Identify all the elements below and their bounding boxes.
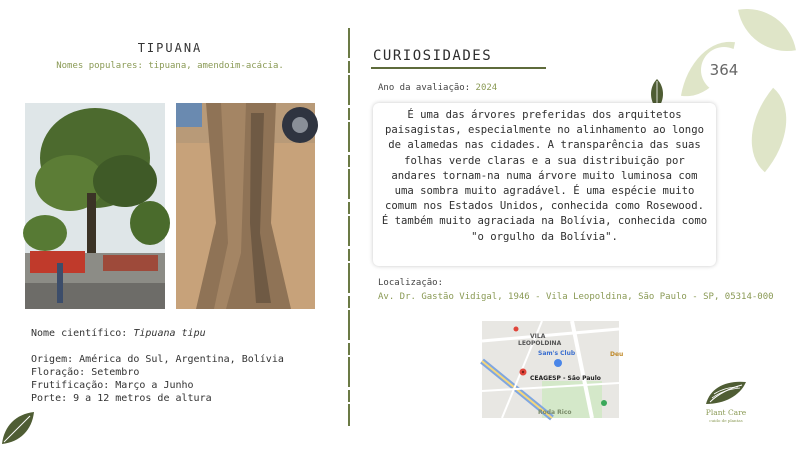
evaluation-year-label: Ano da avaliação: [378, 83, 476, 93]
location-address: Av. Dr. Gastão Vidigal, 1946 - Vila Leopoldina, São Paulo - SP, 05314-000 [378, 292, 774, 302]
decorative-leaf-top [738, 1, 796, 59]
evaluation-year-value: 2024 [475, 83, 498, 93]
flowering: Floração: Setembro [31, 367, 140, 378]
scientific-name-line [31, 328, 206, 339]
decorative-leaf-bottom [728, 88, 810, 172]
size: Porte: 9 a 12 metros de altura [31, 393, 212, 404]
tree-title: TIPUANA [137, 41, 203, 55]
location-label: Localização: [378, 278, 444, 288]
curiosity-card [373, 103, 716, 266]
logo-name: Plant Care [705, 408, 747, 417]
popular-names: Nomes populares: tipuana, amendoim-acácia. [56, 61, 284, 71]
map-label-deu: Deu [610, 351, 624, 358]
location-map[interactable] [482, 321, 624, 418]
scientific-name: Tipuana tipu [133, 328, 206, 339]
evaluation-year [378, 83, 497, 93]
tree-photo-trunk [176, 103, 315, 309]
map-label-sams-club: Sam's Club [538, 350, 576, 357]
curiosity-text: É uma das árvores preferidas dos arquitetos paisagistas, especialmente no alinhamento ao longo de alamedas nas cidades. A transparência das suas folhas verde claras e a sua distribuição por andares tornam-na numa árvore muito luminosa com uma sombra muito agradável. É uma espécie muito comum nos Estados Unidos, conhecida como Rosewood. É também muito agraciada na Bolívia, conhecida como "o orgulho da Bolívia". [381, 109, 708, 243]
section-title: CURIOSIDADES [373, 48, 493, 64]
origin: Origem: América do Sul, Argentina, Bolívia [31, 354, 284, 365]
tree-photo-street [25, 103, 165, 309]
fruiting: Frutificação: Março a Junho [31, 380, 194, 391]
section-underline [371, 66, 546, 70]
map-label-vila: VILA [530, 333, 546, 340]
scientific-name-label: Nome científico: [31, 328, 134, 339]
map-label-ceagesp: CEAGESP - São Paulo [530, 375, 601, 382]
map-label-leopoldina: LEOPOLDINA [518, 340, 562, 347]
plant-care-logo-icon [704, 378, 748, 406]
map-label-roda-rico: Roda Rico [538, 409, 572, 416]
leaf-icon-bottom-left [0, 410, 36, 446]
logo-tagline: cuido de plantas [709, 418, 743, 423]
number-badge-value: 364 [709, 61, 739, 79]
vertical-divider [347, 28, 351, 426]
